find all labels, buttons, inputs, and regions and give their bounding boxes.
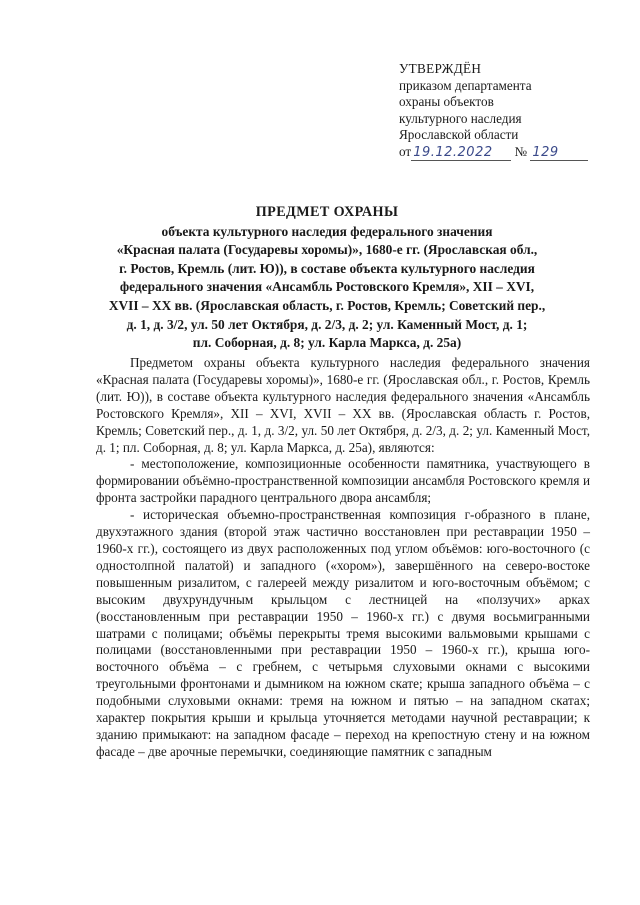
title-line: «Красная палата (Государевы хоромы)», 1680-е гг. (Ярославская обл., <box>116 242 538 258</box>
document-title <box>92 203 562 353</box>
title-line: объекта культурного наследия федерального значения <box>161 223 493 239</box>
title-line: федерального значения «Ансамбль Ростовского Кремля», XII – XVI, <box>119 279 535 295</box>
approval-line: культурного наследия <box>399 110 522 126</box>
title-line: пл. Соборная, д. 8; ул. Карла Маркса, д. 25а) <box>192 335 462 351</box>
number-underline <box>530 145 588 161</box>
handwritten-number: 129 <box>532 144 559 160</box>
approval-title: УТВЕРЖДЁН <box>399 61 482 76</box>
approval-date-number <box>399 144 619 161</box>
document-body <box>96 355 590 761</box>
number-label: № <box>514 143 528 159</box>
title-line: г. Ростов, Кремль (лит. Ю)), в составе объекта культурного наследия <box>119 260 535 276</box>
title-main: ПРЕДМЕТ ОХРАНЫ <box>255 204 399 220</box>
approval-line: Ярославской области <box>399 127 519 143</box>
title-line: XVII – XX вв. (Ярославская область, г. Ростов, Кремль; Советский пер., <box>108 297 546 313</box>
approval-line: приказом департамента <box>399 77 532 93</box>
approval-line: охраны объектов <box>399 94 494 110</box>
date-prefix: от <box>399 143 412 159</box>
body-paragraph-intro: Предметом охраны объекта культурного наследия федерального значения «Красная палата (Государевы хоромы)», 1680-е гг. (Ярославская обл., г. Ростов, Кремль (лит. Ю)), в составе объекта культурного наследия федерального значения «Ансамбль Ростовского Кремля», XII – XVI, XVII – XX вв. (Ярославская область г. Ростов, Кремль; Советский пер., д. 1, д. 3/2, ул. 50 лет Октября, д. 2/3, д. 2; ул. Каменный Мост, д. 1; пл. Соборная, д. 8; ул. Карла Маркса, д. 25а), являются: <box>96 355 590 455</box>
approval-stamp <box>399 61 619 161</box>
body-paragraph-location: - местоположение, композиционные особенности памятника, участвующего в формировании объёмно-пространственной композиции ансамбля Ростовского кремля и фронта застройки парадного центрального двора ансамбля; <box>96 456 590 506</box>
handwritten-date: 19.12.2022 <box>413 144 493 160</box>
body-paragraph-composition: - историческая объемно-пространственная композиция г-образного в плане, двухэтажного здания (второй этаж частично восстановлен при реставрации 1950 – 1960-х гг.), состоящего из двух расположенных под углом объёмов: юго-восточного (с одностолпной палатой) и западного («хором»), завершённого на северо-востоке повышенным ризалитом, с галереей между ризалитом и юго-восточным объёмом; с высоким двухрундучным крыльцом с лестницей на «ползучих» арках (восстановленным при реставрации 1950 – 1960-х гг.) с двумя восьмигранными шатрами с полицами; объёмы перекрыты тремя высокими вальмовыми крышами с полицами (восстановленными при реставрации 1950 – 1960-х гг.), крыша юго-восточного объёма – с гребнем, с четырьмя слуховыми окнами с высокими треугольными фронтонами и дымником на южном скате; крыша западного объёма – с подобными слуховыми окнами: тремя на южном и пятью – на западном скатах; характер покрытия крыши и крыльца уточняется методами научной реставрации; к зданию примыкают: на западном фасаде – переход на крепостную стену и на южном фасаде – две арочные перемычки, соединяющие памятник с западным <box>96 507 590 759</box>
date-underline <box>411 145 511 161</box>
title-line: д. 1, д. 3/2, ул. 50 лет Октября, д. 2/3, д. 2; ул. Каменный Мост, д. 1; <box>126 316 528 332</box>
